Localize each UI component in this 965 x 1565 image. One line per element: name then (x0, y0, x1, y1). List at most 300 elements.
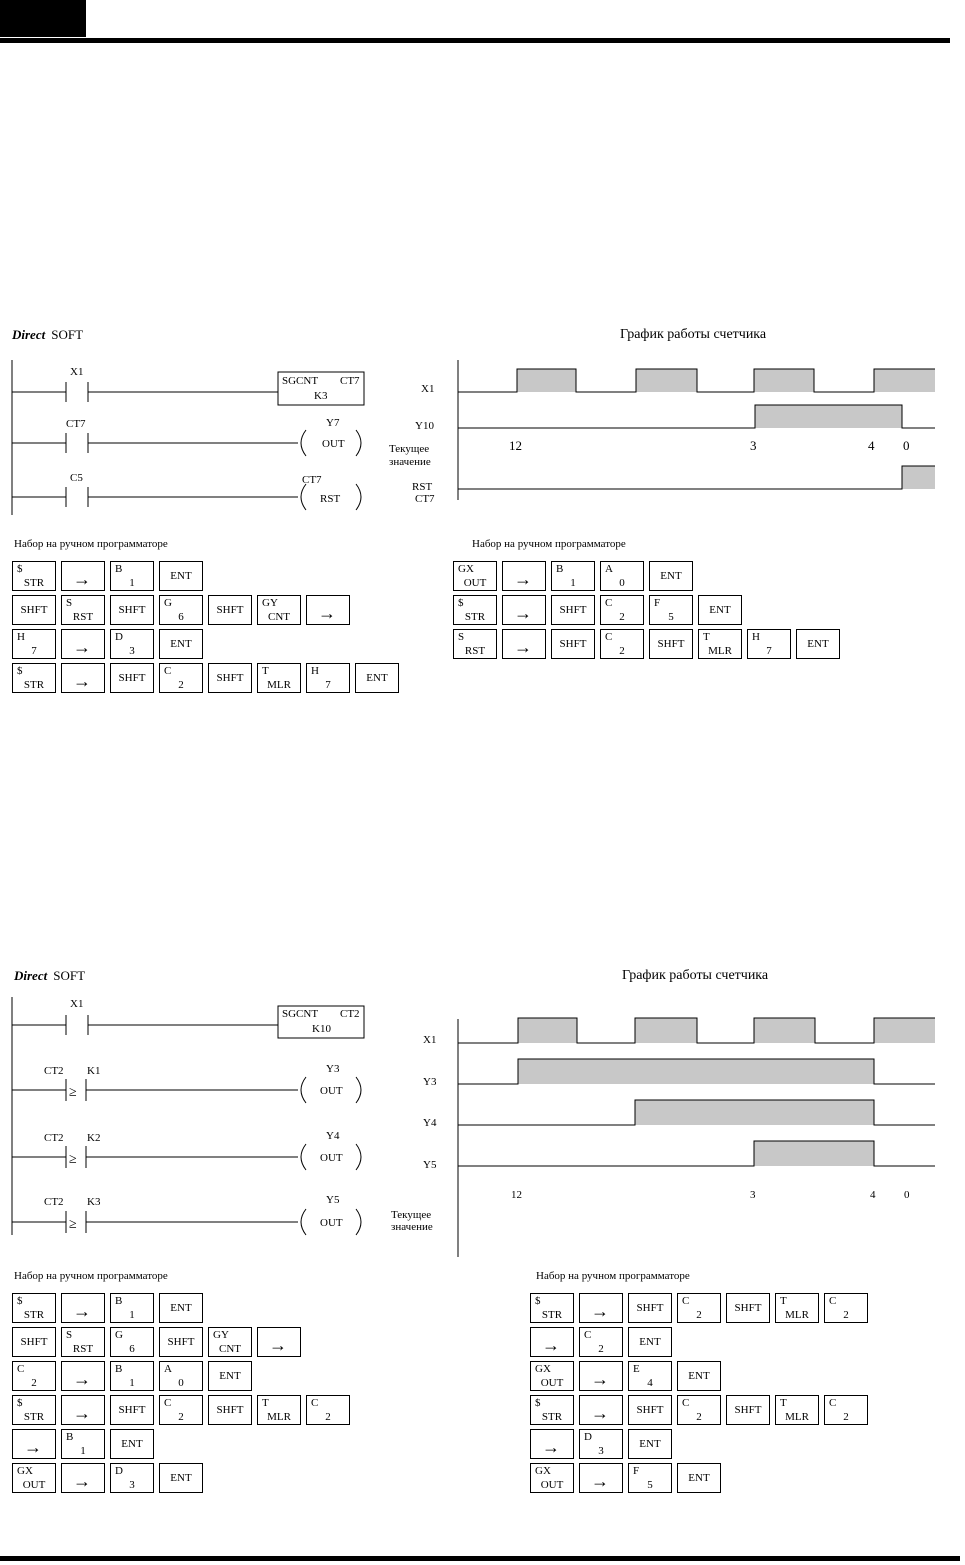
key-bottom-label: OUT (463, 577, 487, 589)
key-str (530, 1293, 574, 1323)
key-1 (551, 561, 595, 591)
key-mlr (257, 1395, 301, 1425)
count-value: 12 (509, 438, 522, 453)
cmp-ct2-label: CT2 (44, 1132, 64, 1144)
brand-label (12, 327, 83, 343)
key-top-label: S (66, 597, 73, 609)
key-label: ENT (121, 1438, 143, 1450)
key-5 (628, 1463, 672, 1493)
arrow-right-icon: → (73, 1369, 91, 1389)
arrow-right-icon: → (269, 1335, 287, 1355)
arrow-right-icon: → (73, 637, 91, 657)
key-label: ENT (170, 1472, 192, 1484)
arrow-right-icon: → (542, 1437, 560, 1457)
key-top-label: C (682, 1397, 690, 1409)
key-bottom-label: 6 (178, 611, 184, 623)
key-bottom-label: 1 (129, 577, 135, 589)
key-top-label: E (633, 1363, 640, 1375)
key-label: ENT (170, 638, 192, 650)
key-label: SHFT (734, 1404, 762, 1416)
arrow-right-icon: → (73, 1301, 91, 1321)
key-bottom-label: MLR (708, 645, 732, 657)
counter-box-id: CT2 (340, 1008, 360, 1020)
coil-y5-label: Y5 (326, 1194, 340, 1206)
key-top-label: C (584, 1329, 592, 1341)
contact-ct7: CT7 (66, 418, 86, 430)
ladder-diagram-2 (0, 995, 400, 1245)
key-top-label: F (654, 597, 661, 609)
key-top-label: C (164, 1397, 172, 1409)
key-label: SHFT (559, 638, 587, 650)
key-1 (110, 1361, 154, 1391)
key-top-label: A (164, 1363, 172, 1375)
timing-label-rst: RST (412, 481, 433, 493)
arrow-key (502, 561, 546, 591)
key-top-label: C (164, 665, 172, 677)
key-label: SHFT (636, 1302, 664, 1314)
key-1 (61, 1429, 105, 1459)
key-bottom-label: 2 (178, 1411, 184, 1423)
key-label: ENT (639, 1336, 661, 1348)
cmp-ct2-label: CT2 (44, 1065, 64, 1077)
key-6 (159, 595, 203, 625)
key-7 (306, 663, 350, 693)
key-label: ENT (709, 604, 731, 616)
key-bottom-label: 2 (598, 1343, 604, 1355)
key-bottom-label: CNT (268, 611, 290, 623)
coil-ct7-label: CT7 (302, 474, 322, 486)
footer-rule (0, 1556, 960, 1561)
key-top-label: T (780, 1397, 787, 1409)
arrow-right-icon: → (591, 1301, 609, 1321)
key-label: ENT (688, 1472, 710, 1484)
key-top-label: C (829, 1397, 837, 1409)
key-top-label: GY (262, 597, 278, 609)
key-shft (208, 595, 252, 625)
coil-y3-text: OUT (320, 1085, 343, 1097)
arrow-right-icon: → (591, 1471, 609, 1491)
key-bottom-label: 1 (570, 577, 576, 589)
brand-italic: Direct (14, 968, 48, 983)
key-label: ENT (170, 570, 192, 582)
key-label: ENT (807, 638, 829, 650)
key-top-label: $ (17, 1397, 23, 1409)
key-label: SHFT (20, 604, 48, 616)
key-bottom-label: 1 (80, 1445, 86, 1457)
key-bottom-label: 2 (696, 1309, 702, 1321)
key-top-label: T (703, 631, 710, 643)
count-value: 4 (868, 438, 875, 453)
key-top-label: S (66, 1329, 73, 1341)
key-top-label: T (262, 1397, 269, 1409)
key-top-label: $ (17, 1295, 23, 1307)
key-bottom-label: MLR (785, 1309, 809, 1321)
key-top-label: S (458, 631, 465, 643)
key-2 (159, 1395, 203, 1425)
header-rule (0, 38, 950, 43)
key-bottom-label: RST (72, 611, 94, 623)
key-bottom-label: OUT (22, 1479, 46, 1491)
key-mlr (257, 663, 301, 693)
arrow-key (502, 629, 546, 659)
counter-box-op: SGCNT (282, 1008, 319, 1020)
cmp-k2-label: K2 (87, 1132, 101, 1144)
key-bottom-label: 3 (129, 645, 135, 657)
key-bottom-label: 2 (178, 679, 184, 691)
key-ent (159, 1293, 203, 1323)
key-shft (208, 663, 252, 693)
key-top-label: GX (535, 1363, 551, 1375)
key-2 (677, 1293, 721, 1323)
count-value: 0 (904, 1189, 910, 1201)
key-bottom-label: MLR (785, 1411, 809, 1423)
key-shft (208, 1395, 252, 1425)
key-shft (110, 595, 154, 625)
key-shft (726, 1395, 770, 1425)
key-rst (61, 1327, 105, 1357)
timing-label-y10: Y10 (415, 420, 434, 432)
arrow-key (61, 1361, 105, 1391)
key-3 (579, 1429, 623, 1459)
brand-italic: Direct (12, 327, 46, 342)
key-bottom-label: 5 (668, 611, 674, 623)
key-bottom-label: STR (464, 611, 486, 623)
key-shft (628, 1395, 672, 1425)
arrow-key (61, 1293, 105, 1323)
arrow-right-icon: → (591, 1369, 609, 1389)
key-ent (159, 629, 203, 659)
arrow-right-icon: → (514, 603, 532, 623)
key-bottom-label: 3 (598, 1445, 604, 1457)
key-ent (628, 1429, 672, 1459)
key-top-label: B (115, 563, 123, 575)
key-label: SHFT (118, 672, 146, 684)
key-bottom-label: 2 (696, 1411, 702, 1423)
arrow-right-icon: → (73, 569, 91, 589)
key-str (12, 663, 56, 693)
timing-label-value: значение (389, 456, 431, 468)
key-label: ENT (219, 1370, 241, 1382)
key-bottom-label: 2 (843, 1309, 849, 1321)
key-top-label: $ (17, 563, 23, 575)
arrow-right-icon: → (318, 603, 336, 623)
key-shft (159, 1327, 203, 1357)
key-bottom-label: 4 (647, 1377, 653, 1389)
coil-y7-text: OUT (322, 438, 345, 450)
timing-diagram-1 (385, 355, 945, 515)
key-bottom-label: STR (541, 1309, 563, 1321)
key-top-label: D (584, 1431, 592, 1443)
key-top-label: C (682, 1295, 690, 1307)
arrow-key (61, 561, 105, 591)
key-5 (649, 595, 693, 625)
key-label: ENT (688, 1370, 710, 1382)
key-bottom-label: 7 (766, 645, 772, 657)
header-block (0, 0, 86, 37)
key-top-label: GY (213, 1329, 229, 1341)
timing-label-y4: Y4 (423, 1117, 437, 1129)
key-bottom-label: STR (23, 1309, 45, 1321)
coil-y5-text: OUT (320, 1217, 343, 1229)
key-2 (579, 1327, 623, 1357)
key-bottom-label: MLR (267, 679, 291, 691)
key-bottom-label: 5 (647, 1479, 653, 1491)
arrow-right-icon: → (514, 637, 532, 657)
keypad-title: Набор на ручном программаторе (14, 1270, 168, 1282)
key-bottom-label: 0 (619, 577, 625, 589)
key-out (12, 1463, 56, 1493)
timing-title: График работы счетчика (622, 968, 769, 983)
key-shft (12, 1327, 56, 1357)
key-str (530, 1395, 574, 1425)
cmp-k1-label: K1 (87, 1065, 101, 1077)
arrow-key (61, 1463, 105, 1493)
key-mlr (775, 1293, 819, 1323)
key-top-label: A (605, 563, 613, 575)
timing-label-current: Текущее (389, 443, 430, 455)
key-label: SHFT (216, 604, 244, 616)
ge-symbol: ≥ (69, 1152, 77, 1167)
key-top-label: C (605, 597, 613, 609)
keypad-title: Набор на ручном программаторе (472, 538, 626, 550)
key-top-label: GX (17, 1465, 33, 1477)
brand-rest: SOFT (53, 968, 86, 983)
key-top-label: T (262, 665, 269, 677)
ladder-diagram-1 (0, 355, 400, 525)
count-value: 12 (511, 1189, 522, 1201)
key-label: SHFT (118, 1404, 146, 1416)
coil-y3-label: Y3 (326, 1063, 340, 1075)
key-cnt (208, 1327, 252, 1357)
key-top-label: F (633, 1465, 640, 1477)
key-label: ENT (660, 570, 682, 582)
timing-label-x1: X1 (423, 1034, 437, 1046)
arrow-key (530, 1327, 574, 1357)
key-str (12, 1293, 56, 1323)
brand-label (14, 968, 85, 984)
coil-rst-text: RST (320, 493, 341, 505)
key-ent (677, 1463, 721, 1493)
count-value: 0 (903, 438, 910, 453)
key-top-label: B (115, 1295, 123, 1307)
key-top-label: B (556, 563, 564, 575)
key-0 (600, 561, 644, 591)
key-bottom-label: 7 (31, 645, 37, 657)
key-bottom-label: MLR (267, 1411, 291, 1423)
key-out (530, 1361, 574, 1391)
key-bottom-label: STR (23, 577, 45, 589)
key-2 (306, 1395, 350, 1425)
arrow-key (306, 595, 350, 625)
count-value: 4 (870, 1189, 876, 1201)
key-shft (628, 1293, 672, 1323)
key-bottom-label: 3 (129, 1479, 135, 1491)
key-bottom-label: 7 (325, 679, 331, 691)
key-label: SHFT (216, 672, 244, 684)
key-bottom-label: 2 (31, 1377, 37, 1389)
arrow-right-icon: → (591, 1403, 609, 1423)
ge-symbol: ≥ (69, 1085, 77, 1100)
key-ent (159, 561, 203, 591)
keypad-title: Набор на ручном программаторе (14, 538, 168, 550)
key-bottom-label: 2 (843, 1411, 849, 1423)
arrow-right-icon: → (514, 569, 532, 589)
arrow-right-icon: → (542, 1335, 560, 1355)
arrow-right-icon: → (73, 1471, 91, 1491)
arrow-key (257, 1327, 301, 1357)
key-ent (698, 595, 742, 625)
key-0 (159, 1361, 203, 1391)
key-label: SHFT (20, 1336, 48, 1348)
key-ent (208, 1361, 252, 1391)
key-top-label: H (311, 665, 319, 677)
key-2 (159, 663, 203, 693)
key-label: ENT (639, 1438, 661, 1450)
key-ent (159, 1463, 203, 1493)
key-label: SHFT (636, 1404, 664, 1416)
key-2 (600, 595, 644, 625)
key-shft (649, 629, 693, 659)
key-top-label: H (17, 631, 25, 643)
arrow-key (61, 663, 105, 693)
key-str (12, 1395, 56, 1425)
contact-x1: X1 (70, 998, 84, 1010)
key-cnt (257, 595, 301, 625)
keypad-title: Набор на ручном программаторе (536, 1270, 690, 1282)
key-label: SHFT (118, 604, 146, 616)
key-rst (61, 595, 105, 625)
key-ent (649, 561, 693, 591)
arrow-key (579, 1463, 623, 1493)
timing-label-y3: Y3 (423, 1076, 437, 1088)
counter-box-preset: K10 (312, 1023, 331, 1035)
key-rst (453, 629, 497, 659)
key-top-label: $ (535, 1295, 541, 1307)
key-ent (110, 1429, 154, 1459)
counter-box-op: SGCNT (282, 375, 319, 387)
key-label: SHFT (167, 1336, 195, 1348)
key-bottom-label: CNT (219, 1343, 241, 1355)
key-shft (551, 595, 595, 625)
key-bottom-label: 6 (129, 1343, 135, 1355)
key-top-label: G (115, 1329, 123, 1341)
key-2 (824, 1395, 868, 1425)
key-bottom-label: RST (72, 1343, 94, 1355)
arrow-key (530, 1429, 574, 1459)
timing-label-current: Текущее (391, 1209, 432, 1221)
key-str (453, 595, 497, 625)
key-7 (12, 629, 56, 659)
key-bottom-label: 0 (178, 1377, 184, 1389)
arrow-right-icon: → (73, 1403, 91, 1423)
key-2 (12, 1361, 56, 1391)
key-label: SHFT (559, 604, 587, 616)
key-bottom-label: STR (541, 1411, 563, 1423)
key-bottom-label: 2 (619, 611, 625, 623)
key-bottom-label: 2 (325, 1411, 331, 1423)
key-shft (110, 1395, 154, 1425)
timing-label-ct7: CT7 (415, 493, 435, 505)
key-label: SHFT (657, 638, 685, 650)
timing-label-x1: X1 (421, 383, 435, 395)
key-bottom-label: OUT (540, 1377, 564, 1389)
arrow-key (61, 1395, 105, 1425)
key-1 (110, 1293, 154, 1323)
timing-diagram-2 (385, 1005, 945, 1265)
brand-rest: SOFT (51, 327, 84, 342)
arrow-key (502, 595, 546, 625)
key-bottom-label: RST (464, 645, 486, 657)
coil-y4-text: OUT (320, 1152, 343, 1164)
key-top-label: $ (458, 597, 464, 609)
key-7 (747, 629, 791, 659)
key-ent (677, 1361, 721, 1391)
key-label: SHFT (216, 1404, 244, 1416)
key-bottom-label: OUT (540, 1479, 564, 1491)
key-top-label: B (115, 1363, 123, 1375)
key-mlr (698, 629, 742, 659)
arrow-right-icon: → (73, 671, 91, 691)
count-value: 3 (750, 438, 757, 453)
key-6 (110, 1327, 154, 1357)
arrow-right-icon: → (24, 1437, 42, 1457)
key-top-label: $ (535, 1397, 541, 1409)
key-shft (12, 595, 56, 625)
arrow-key (579, 1361, 623, 1391)
key-shft (726, 1293, 770, 1323)
timing-title: График работы счетчика (620, 327, 767, 342)
key-bottom-label: 2 (619, 645, 625, 657)
arrow-key (61, 629, 105, 659)
timing-label-y5: Y5 (423, 1159, 437, 1171)
key-label: SHFT (734, 1302, 762, 1314)
key-top-label: B (66, 1431, 74, 1443)
key-top-label: T (780, 1295, 787, 1307)
key-bottom-label: 1 (129, 1309, 135, 1321)
key-str (12, 561, 56, 591)
key-label: ENT (366, 672, 388, 684)
counter-box-id: CT7 (340, 375, 360, 387)
ge-symbol: ≥ (69, 1217, 77, 1232)
key-ent (796, 629, 840, 659)
key-3 (110, 629, 154, 659)
cmp-ct2-label: CT2 (44, 1196, 64, 1208)
arrow-key (12, 1429, 56, 1459)
key-ent (355, 663, 399, 693)
key-bottom-label: STR (23, 679, 45, 691)
key-bottom-label: STR (23, 1411, 45, 1423)
key-top-label: C (605, 631, 613, 643)
key-ent (628, 1327, 672, 1357)
key-top-label: H (752, 631, 760, 643)
count-value: 3 (750, 1189, 756, 1201)
key-3 (110, 1463, 154, 1493)
key-top-label: D (115, 631, 123, 643)
key-top-label: C (17, 1363, 25, 1375)
arrow-key (579, 1293, 623, 1323)
key-top-label: C (829, 1295, 837, 1307)
key-2 (824, 1293, 868, 1323)
contact-x1: X1 (70, 366, 84, 378)
key-top-label: G (164, 597, 172, 609)
coil-y7-label: Y7 (326, 417, 340, 429)
key-2 (600, 629, 644, 659)
key-top-label: C (311, 1397, 319, 1409)
cmp-k3-label: K3 (87, 1196, 101, 1208)
key-shft (110, 663, 154, 693)
key-top-label: $ (17, 665, 23, 677)
key-mlr (775, 1395, 819, 1425)
